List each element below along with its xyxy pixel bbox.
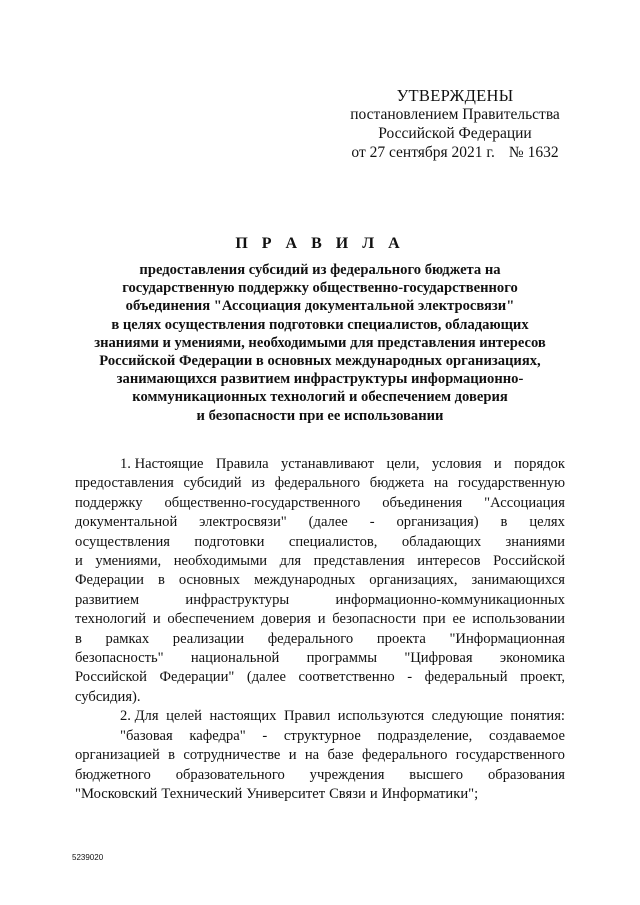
subtitle-line: предоставления субсидий из федерального бюджета на	[139, 262, 501, 278]
body-word: на	[304, 747, 320, 764]
body-line	[75, 727, 565, 746]
approval-line-2: Российской Федерации	[378, 125, 532, 142]
body-word: из	[251, 475, 265, 492]
body-word: развитием	[75, 591, 140, 608]
body-word: федерального	[267, 630, 354, 647]
body-word: обладающих	[401, 533, 482, 550]
body-word: -	[407, 669, 413, 686]
body-word: программы	[306, 650, 378, 667]
body-word: обеспечением	[167, 611, 255, 628]
body-line	[75, 533, 565, 552]
body-word: "Информационная	[449, 630, 565, 647]
body-word: подразделение,	[377, 727, 473, 744]
body-word: Правила	[215, 456, 269, 472]
body-word: Правил	[283, 708, 331, 725]
subtitle-line: в целях осуществления подготовки специалистов, обладающих	[111, 316, 529, 333]
body-word: (далее	[308, 514, 348, 531]
body-word: поддержку	[75, 494, 143, 511]
body-word: Федерации	[75, 572, 144, 589]
body-word: знаниями	[505, 533, 565, 550]
body-word: осуществления	[75, 533, 170, 550]
body-line	[75, 746, 565, 765]
body-word: представления	[313, 553, 405, 570]
body-word: порядок	[514, 456, 565, 472]
body-word: документальной	[75, 514, 178, 531]
body-word: доверия	[261, 611, 311, 628]
body-word: государственную	[457, 475, 565, 492]
body-word: специалистов,	[288, 533, 378, 550]
body-word: цели,	[386, 456, 420, 472]
body-word: сотрудничестве	[183, 747, 281, 764]
body-line	[75, 474, 565, 493]
body-word: используются	[337, 708, 425, 725]
body-line	[75, 668, 565, 687]
approval-number: № 1632	[508, 144, 559, 161]
body-word: необходимыми	[173, 553, 268, 570]
body-word: занимающихся	[471, 572, 565, 589]
body-line	[75, 571, 565, 590]
body-word: бюджета	[369, 475, 425, 492]
body-word: в	[157, 572, 165, 589]
body-word: "Цифровая	[404, 650, 473, 667]
body-word: предоставления	[75, 475, 174, 492]
body-word: -	[262, 727, 268, 744]
body-word: Связи	[329, 785, 366, 802]
approval-date: от 27 сентября 2021 г.	[351, 144, 495, 161]
document-title: П Р А В И Л А	[235, 235, 405, 252]
body-word: устанавливают	[280, 456, 375, 472]
body-word: национальной	[190, 650, 280, 667]
body-word: субсидий	[183, 475, 242, 492]
body-word: при	[422, 611, 446, 628]
body-word: интересов	[417, 553, 481, 570]
body-word: организацией	[75, 747, 160, 764]
body-line	[75, 455, 565, 474]
body-word: безопасность"	[75, 650, 164, 667]
body-word: проекта	[376, 630, 426, 647]
body-word: субсидия).	[75, 688, 141, 705]
body-word: безопасности	[332, 611, 417, 628]
body-word: и	[317, 611, 326, 628]
body-word: и	[369, 785, 378, 802]
body-line	[75, 494, 565, 513]
body-word: понятия:	[510, 708, 565, 725]
body-word: федерального	[274, 475, 361, 492]
body-word: рамках	[105, 630, 150, 647]
body-word: инфраструктуры	[185, 591, 290, 608]
approval-line-1: постановлением Правительства	[350, 106, 560, 123]
body-word: 1. Настоящие	[120, 456, 204, 472]
subtitle-line: государственную поддержку общественно-государственного	[122, 280, 518, 297]
body-word: Технический	[161, 785, 243, 802]
body-word: в	[75, 630, 82, 647]
body-word: структурное	[283, 727, 361, 744]
body-line	[75, 766, 565, 785]
subtitle-line: коммуникационных технологий и обеспечением доверия	[132, 389, 508, 406]
body-word: кафедра"	[189, 727, 246, 744]
subtitle-line: объединения "Ассоциация документальной электросвязи"	[125, 298, 515, 315]
body-word: для	[279, 553, 302, 570]
subtitle-line: занимающихся развитием инфраструктуры информационно-	[116, 371, 524, 388]
body-word: в	[168, 747, 176, 764]
body-line	[75, 513, 565, 532]
body-word: использовании	[472, 611, 565, 628]
body-word: "Ассоциация	[484, 494, 565, 511]
body-word: -	[369, 514, 375, 531]
body-word: следующие	[431, 708, 503, 725]
body-word: создаваемое	[488, 727, 565, 744]
body-word: высшего	[409, 766, 464, 783]
body-line	[75, 688, 565, 707]
body-word: Информатики";	[381, 785, 479, 802]
body-line	[75, 630, 565, 649]
body-line	[75, 610, 565, 629]
body-line	[75, 649, 565, 668]
body-word: Федерации"	[159, 669, 235, 686]
subtitle-line: Российской Федерации в основных международных организациях,	[99, 353, 541, 370]
body-word: государственного	[455, 747, 565, 764]
body-word: электросвязи"	[199, 514, 287, 531]
body-word: умениями,	[95, 553, 162, 570]
body-word: образования	[488, 766, 565, 783]
body-line	[75, 591, 565, 610]
footer-code: 5239020	[72, 853, 104, 862]
body-word: образовательного	[175, 766, 285, 783]
body-word: объединения	[382, 494, 463, 511]
body-word: международных	[253, 572, 356, 589]
body-word: соответственно	[298, 669, 395, 686]
body-word: основных	[178, 572, 240, 589]
body-word: общественно-государственного	[164, 494, 361, 511]
body-word: бюджетного	[75, 766, 151, 783]
body-word: настоящих	[209, 708, 277, 725]
body-word: Российской	[75, 669, 147, 686]
body-word: проект,	[520, 669, 565, 686]
body-word: и	[493, 456, 502, 472]
subtitle-line: и безопасности при ее использовании	[196, 407, 444, 424]
body-word: экономика	[499, 650, 565, 667]
body-word: целей	[166, 708, 202, 725]
body-word: организация)	[396, 514, 479, 531]
body-word: Университет	[246, 785, 326, 802]
approval-block	[330, 86, 580, 162]
body-word: реализации	[172, 630, 245, 647]
body-word: "Московский	[75, 785, 158, 802]
body-word: целях	[529, 514, 565, 531]
subtitle-line: знаниями и умениями, необходимыми для представления интересов	[94, 334, 546, 351]
body-word: федерального	[361, 747, 448, 764]
body-word: (далее	[246, 669, 287, 686]
body-word: учреждения	[309, 766, 385, 783]
approval-heading: УТВЕРЖДЕНЫ	[396, 86, 514, 105]
approval-date-line	[330, 143, 580, 162]
body-word: условия	[431, 456, 482, 472]
body-word: в	[500, 514, 508, 531]
body-word: базе	[327, 747, 354, 764]
body-word: федеральный	[424, 669, 508, 686]
body-line	[75, 785, 565, 804]
body-word: 2. Для	[120, 708, 159, 725]
body-line	[75, 707, 565, 726]
body-word: на	[433, 475, 449, 492]
body-word: организациях,	[369, 572, 458, 589]
body-word: "базовая	[120, 727, 173, 744]
body-word: и	[152, 611, 161, 628]
body-word: и	[288, 747, 297, 764]
body-word: технологий	[75, 611, 147, 628]
document-body	[75, 455, 565, 804]
body-word: и	[75, 553, 83, 570]
body-word: информационно-коммуникационных	[335, 591, 565, 608]
document-subtitle	[60, 261, 580, 425]
body-word: Российской	[493, 553, 565, 570]
body-word: подготовки	[194, 533, 265, 550]
body-line	[75, 552, 565, 571]
body-word: ее	[452, 611, 466, 628]
